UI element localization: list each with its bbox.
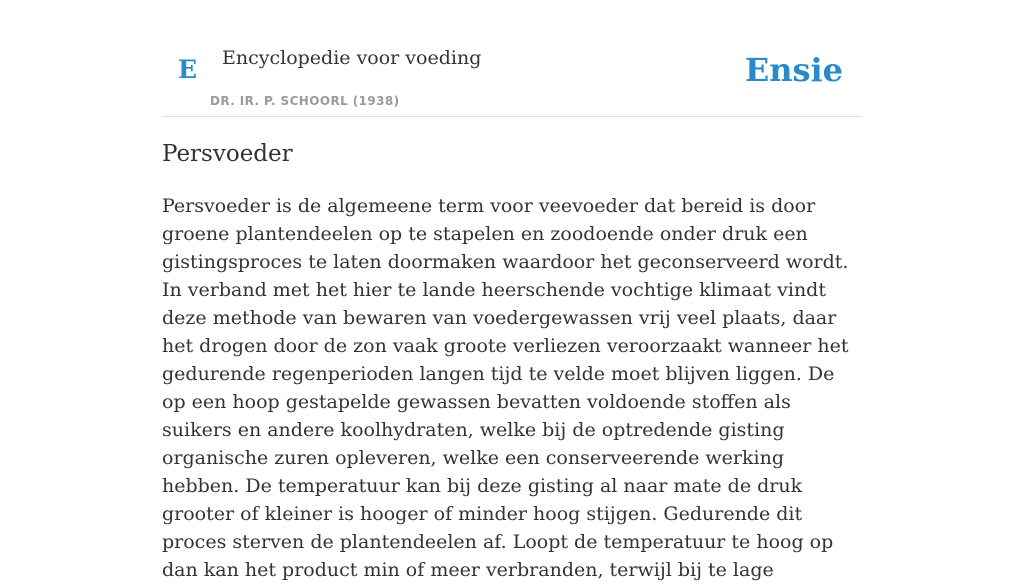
entry-body: Persvoeder is de algemeene term voor veevoeder dat bereid is door groene plantendeelen op te stapelen en zoodoende onder druk een gistingsproces te laten doormaken waardoor het geconserveerd wordt. In verband met het hier te lande heerschende vochtige klimaat vindt deze methode van bewaren van voedergewassen vrij veel plaats, daar het drogen door de zon vaak groote verliezen veroorzaakt wanneer het gedurende regenperioden langen tijd te velde moet blijven liggen. De op een hoop gestapelde gewassen bevatten voldoende stoffen als suikers en andere koolhydraten, welke bij de optredende gisting organische zuren opleveren, welke een conserveerende werking hebben. De temperatuur kan bij deze gisting al naar mate de druk grooter of kleiner is hooger of minder hoog stijgen. Gedurende dit proces sterven de plantendeelen af. Loopt de temperatuur te hoog op dan kan het product min of meer verbranden, terwijl bij te lage — [162, 195, 849, 581]
book-initial: E — [178, 55, 198, 84]
ensie-logo[interactable]: Ensie — [744, 51, 843, 89]
entry-title: Persvoeder — [162, 141, 293, 167]
book-title-link[interactable]: Encyclopedie voor voeding — [222, 47, 482, 69]
book-author: DR. IR. P. SCHOORL (1938) — [210, 94, 400, 108]
book-header — [162, 0, 862, 117]
